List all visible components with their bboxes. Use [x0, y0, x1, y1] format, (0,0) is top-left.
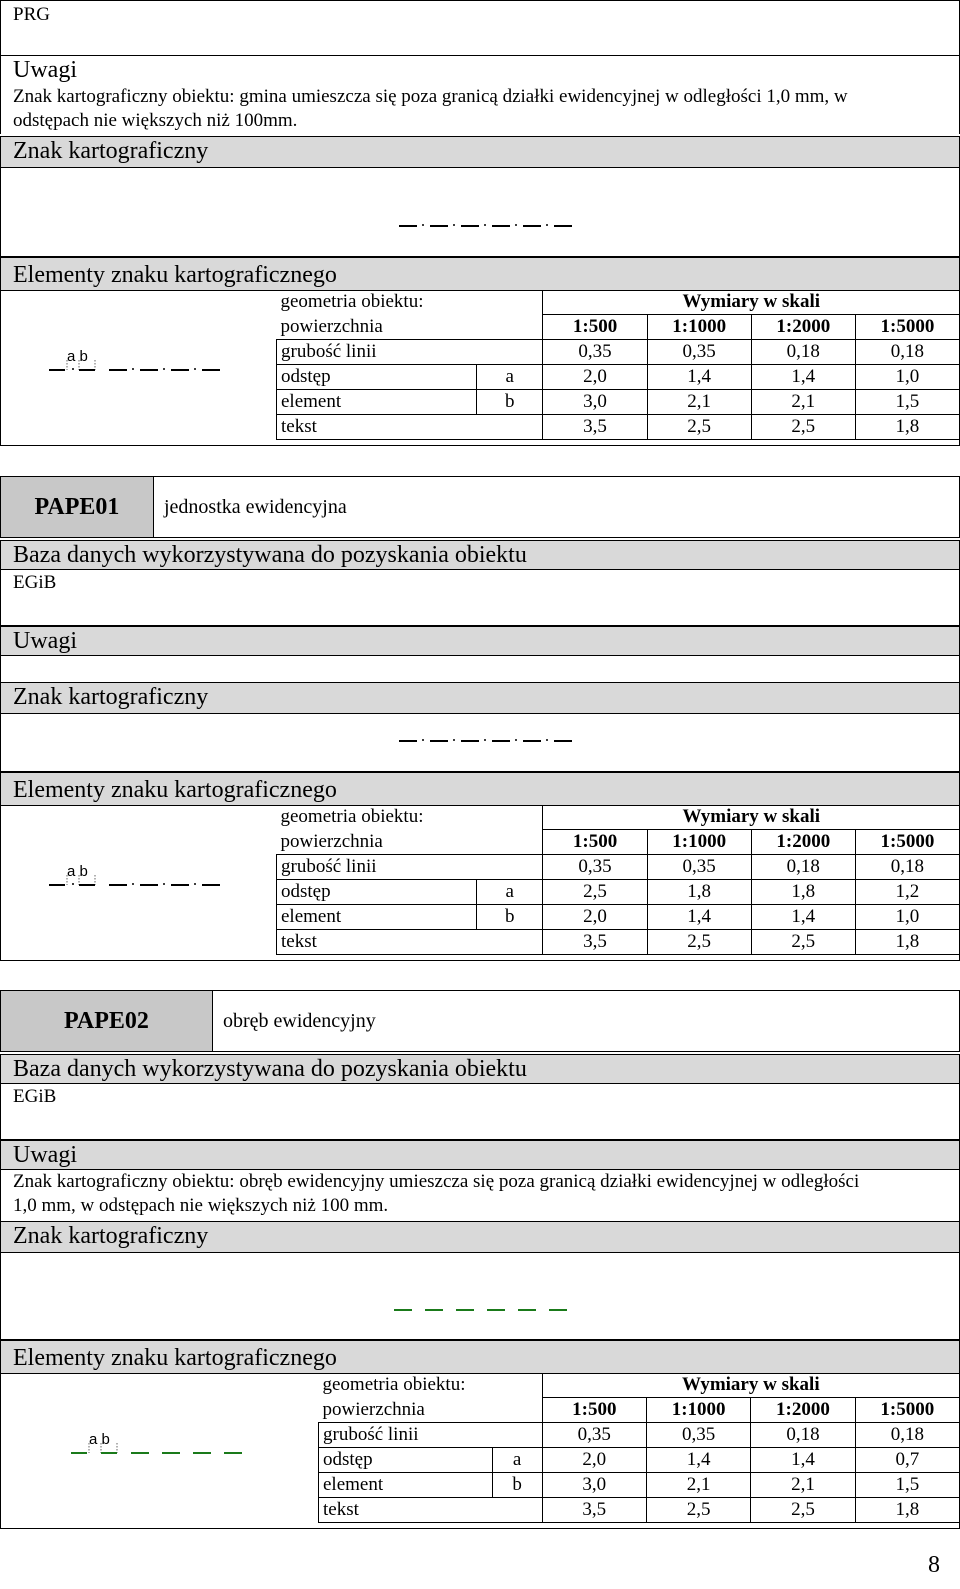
- row-letter: b: [492, 1473, 542, 1498]
- dim-value: 3,5: [543, 415, 647, 440]
- s1-uwagi-box: [0, 655, 960, 683]
- dim-row: [277, 340, 960, 365]
- geometria-label: geometria obiektu:: [322, 1374, 466, 1396]
- row-label: grubość linii: [319, 1423, 493, 1448]
- dim-value: 0,35: [647, 340, 751, 365]
- symbol-dot: [422, 224, 424, 226]
- symbol-dot: [515, 224, 517, 226]
- row-label: odstęp: [277, 365, 477, 390]
- dim-value: 1,0: [855, 905, 959, 930]
- row-letter: [477, 340, 543, 365]
- s2-uwagi-header: Uwagi: [0, 1140, 960, 1170]
- s2-znak-header: Znak kartograficzny: [0, 1221, 960, 1253]
- symbol-dot: [484, 224, 486, 226]
- s2-znak-box: [0, 1252, 960, 1340]
- s1-baza-value: EGiB: [13, 572, 57, 593]
- s0-uwagi-header: Uwagi: [0, 56, 960, 86]
- dim-row: [277, 855, 960, 880]
- s1-baza-header: Baza danych wykorzystywana do pozyskania obiektu: [0, 540, 960, 570]
- s0-uwagi-text: Znak kartograficzny obiektu: gmina umieszcza się poza granicą działki ewidencyjnej w odległości 1,0 mm, w odstępach nie większych niż 100mm.: [13, 86, 848, 131]
- dim-row: [319, 1498, 960, 1523]
- s2-code: PAPE02: [0, 990, 213, 1052]
- dim-value: 0,35: [542, 1423, 646, 1448]
- dim-value: 2,5: [646, 1498, 750, 1523]
- scale-1-500: 1:500: [542, 1398, 646, 1423]
- geometria-label: geometria obiektu:: [280, 291, 424, 313]
- symbol-dot: [453, 224, 455, 226]
- symbol-dot: [194, 883, 196, 885]
- dim-value: 1,4: [751, 905, 855, 930]
- s1-symbol-line: [399, 739, 579, 743]
- symbol-dot: [72, 883, 74, 885]
- dim-value: 2,1: [751, 1473, 855, 1498]
- s1-name: jednostka ewidencyjna: [154, 476, 960, 538]
- row-letter: b: [477, 905, 543, 930]
- symbol-dot: [422, 739, 424, 741]
- dim-value: 0,7: [855, 1448, 959, 1473]
- dim-value: 1,8: [855, 1498, 959, 1523]
- dim-value: 3,5: [543, 930, 647, 955]
- dim-value: 1,4: [751, 1448, 855, 1473]
- scale-1-1000: 1:1000: [646, 1398, 750, 1423]
- row-letter: [477, 930, 543, 955]
- s0-znak-box: [0, 167, 960, 257]
- row-label: grubość linii: [277, 855, 477, 880]
- s1-elementy-header: Elementy znaku kartograficznego: [0, 772, 960, 806]
- symbol-dot: [453, 739, 455, 741]
- s1-ab-label: a b: [67, 863, 88, 880]
- dim-value: 3,5: [542, 1498, 646, 1523]
- dim-value: 1,5: [855, 1473, 959, 1498]
- scale-1-5000: 1:5000: [855, 315, 959, 340]
- dim-value: 1,8: [855, 415, 959, 440]
- s2-name: obręb ewidencyjny: [213, 990, 960, 1052]
- symbol-dot: [484, 739, 486, 741]
- row-letter: [477, 415, 543, 440]
- scale-1-500: 1:500: [543, 315, 647, 340]
- s0-symbol-line: [399, 224, 579, 228]
- symbol-dot: [515, 739, 517, 741]
- wymiary-header: Wymiary w skali: [542, 1373, 959, 1398]
- powierzchnia-label: powierzchnia: [322, 1398, 425, 1420]
- s2-baza-box: [0, 1083, 960, 1140]
- dim-value: 2,0: [543, 365, 647, 390]
- dim-row: [319, 1473, 960, 1498]
- row-label: odstęp: [319, 1448, 493, 1473]
- scale-1-2000: 1:2000: [751, 830, 855, 855]
- row-label: grubość linii: [277, 340, 477, 365]
- s1-code: PAPE01: [0, 476, 154, 538]
- dim-value: 1,4: [646, 1448, 750, 1473]
- dim-value: 2,5: [751, 415, 855, 440]
- row-label: element: [277, 390, 477, 415]
- prg-label: PRG: [13, 4, 50, 25]
- s1-element-diagram: [49, 875, 229, 895]
- dim-value: 0,18: [751, 340, 855, 365]
- row-label: tekst: [277, 930, 477, 955]
- scale-1-5000: 1:5000: [855, 1398, 959, 1423]
- dim-value: 1,8: [751, 880, 855, 905]
- dim-value: 0,18: [855, 340, 959, 365]
- row-letter: a: [477, 880, 543, 905]
- dim-value: 1,2: [855, 880, 959, 905]
- dim-value: 0,18: [855, 855, 959, 880]
- page-number: 8: [928, 1552, 940, 1578]
- dim-value: 2,0: [542, 1448, 646, 1473]
- dim-value: 1,0: [855, 365, 959, 390]
- dim-value: 2,5: [543, 880, 647, 905]
- powierzchnia-label: powierzchnia: [280, 830, 383, 852]
- dim-value: 0,35: [647, 855, 751, 880]
- s2-ab-label: a b: [89, 1431, 110, 1448]
- row-letter: b: [477, 390, 543, 415]
- scale-1-5000: 1:5000: [855, 830, 959, 855]
- row-letter: [492, 1498, 542, 1523]
- dim-value: 1,4: [647, 905, 751, 930]
- row-label: tekst: [277, 415, 477, 440]
- wymiary-header: Wymiary w skali: [543, 805, 960, 830]
- dim-value: 2,1: [647, 390, 751, 415]
- symbol-dot: [132, 883, 134, 885]
- s1-uwagi-header: Uwagi: [0, 626, 960, 656]
- dim-value: 1,8: [647, 880, 751, 905]
- s2-uwagi-box: [0, 1169, 960, 1221]
- s1-baza-box: [0, 569, 960, 626]
- scale-1-2000: 1:2000: [751, 315, 855, 340]
- dim-value: 0,18: [751, 855, 855, 880]
- row-letter: [492, 1423, 542, 1448]
- row-letter: [477, 855, 543, 880]
- dim-value: 2,5: [647, 415, 751, 440]
- s1-znak-header: Znak kartograficzny: [0, 682, 960, 714]
- dim-value: 1,8: [855, 930, 959, 955]
- row-label: odstęp: [277, 880, 477, 905]
- dim-row: [319, 1423, 960, 1448]
- dim-value: 2,5: [751, 930, 855, 955]
- dim-row: [277, 415, 960, 440]
- scale-1-1000: 1:1000: [647, 315, 751, 340]
- wymiary-header: Wymiary w skali: [543, 290, 960, 315]
- symbol-dot: [546, 224, 548, 226]
- s0-dimensions-table: [276, 290, 960, 440]
- row-label: tekst: [319, 1498, 493, 1523]
- dim-value: 3,0: [542, 1473, 646, 1498]
- s2-element-diagram: [71, 1443, 261, 1463]
- scale-1-1000: 1:1000: [647, 830, 751, 855]
- dim-row: [277, 365, 960, 390]
- row-letter: a: [477, 365, 543, 390]
- s2-uwagi-text: Znak kartograficzny obiektu: obręb ewidencyjny umieszcza się poza granicą działki ewidencyjnej w odległości 1,0 mm, w odstępach nie większych niż 100 mm.: [13, 1171, 860, 1216]
- dim-value: 2,5: [647, 930, 751, 955]
- dim-value: 2,1: [751, 390, 855, 415]
- dim-row: [277, 930, 960, 955]
- symbol-dot: [72, 368, 74, 370]
- scale-1-500: 1:500: [543, 830, 647, 855]
- s0-uwagi-box: [0, 84, 960, 134]
- dim-value: 1,4: [647, 365, 751, 390]
- row-label: element: [277, 905, 477, 930]
- s2-elementy-header: Elementy znaku kartograficznego: [0, 1340, 960, 1374]
- dim-row: [319, 1448, 960, 1473]
- dim-value: 2,5: [751, 1498, 855, 1523]
- s2-baza-value: EGiB: [13, 1086, 57, 1107]
- symbol-dot: [132, 368, 134, 370]
- row-letter: a: [492, 1448, 542, 1473]
- row-label: element: [319, 1473, 493, 1498]
- s0-ab-label: a b: [67, 348, 88, 365]
- symbol-dot: [194, 368, 196, 370]
- s2-symbol-line: [394, 1308, 574, 1312]
- dim-value: 2,1: [646, 1473, 750, 1498]
- symbol-dot: [546, 739, 548, 741]
- s2-dimensions-table: [318, 1373, 960, 1523]
- dim-value: 2,0: [543, 905, 647, 930]
- dim-value: 1,5: [855, 390, 959, 415]
- dim-value: 1,4: [751, 365, 855, 390]
- s1-znak-box: [0, 713, 960, 772]
- dim-value: 0,35: [543, 340, 647, 365]
- dim-value: 0,18: [855, 1423, 959, 1448]
- scale-1-2000: 1:2000: [751, 1398, 855, 1423]
- geometria-label: geometria obiektu:: [280, 806, 424, 828]
- s2-baza-header: Baza danych wykorzystywana do pozyskania obiektu: [0, 1054, 960, 1084]
- s0-element-diagram: [49, 360, 229, 380]
- prg-label-box: [0, 0, 960, 56]
- s0-znak-header: Znak kartograficzny: [0, 136, 960, 168]
- dim-value: 0,35: [543, 855, 647, 880]
- powierzchnia-label: powierzchnia: [280, 315, 383, 337]
- dim-value: 0,35: [646, 1423, 750, 1448]
- dim-row: [277, 880, 960, 905]
- dim-row: [277, 905, 960, 930]
- dim-value: 3,0: [543, 390, 647, 415]
- symbol-dot: [163, 368, 165, 370]
- dim-row: [277, 390, 960, 415]
- s1-dimensions-table: [276, 805, 960, 955]
- symbol-dot: [163, 883, 165, 885]
- dim-value: 0,18: [751, 1423, 855, 1448]
- s0-elementy-header: Elementy znaku kartograficznego: [0, 257, 960, 291]
